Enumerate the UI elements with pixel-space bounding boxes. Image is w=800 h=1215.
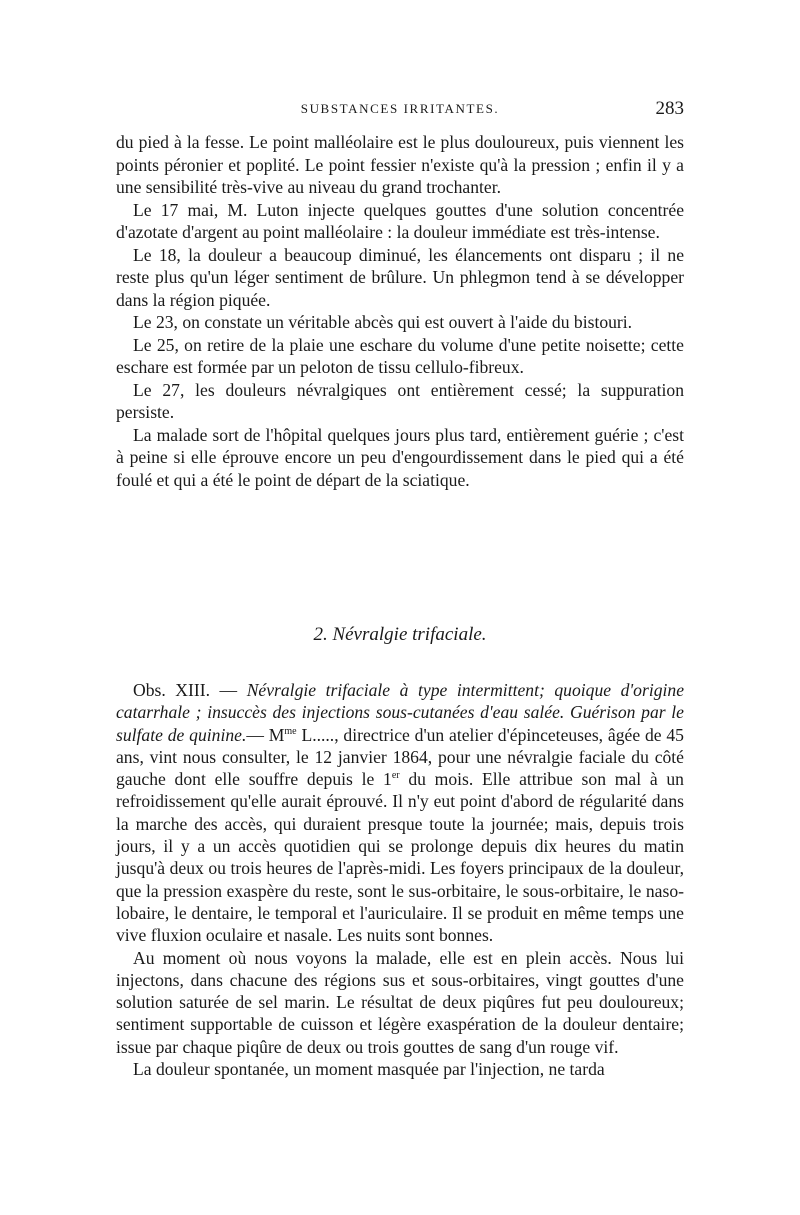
observation-text — [116, 679, 684, 1080]
observation-paragraph — [116, 679, 684, 947]
paragraph: La malade sort de l'hôpital quelques jours plus tard, entièrement guérie ; c'est à peine si elle éprouve encore un peu d'engourdissement dans le pied qui a été foulé et qui a été le point de départ de la sciatique. — [116, 424, 684, 490]
page-number: 283 — [655, 98, 684, 119]
body-text — [116, 131, 684, 491]
running-head-title: SUBSTANCES IRRITANTES. — [300, 101, 500, 116]
paragraph: Le 17 mai, M. Luton injecte quelques gouttes d'une solution concentrée d'azotate d'argent au point malléolaire : la douleur immédiate est très-intense. — [116, 199, 684, 242]
paragraph: Le 25, on retire de la plaie une eschare du volume d'une petite noisette; cette eschare est formée par un peloton de tissu cellulo-fibreux. — [116, 334, 684, 377]
paragraph: du pied à la fesse. Le point malléolaire est le plus douloureux, puis viennent les points péronier et poplité. Le point fessier n'existe qu'à la pression ; enfin il y a une sensibilité très-vive au niveau du grand trochanter. — [116, 132, 684, 197]
paragraph: Le 18, la douleur a beaucoup diminué, les élancements ont disparu ; il ne reste plus qu'un léger sentiment de brûlure. Un phlegmon tend à se développer dans la région piquée. — [116, 244, 684, 310]
section-title: 2. Névralgie trifaciale. — [313, 624, 487, 645]
mme-superscript: me — [284, 725, 297, 737]
running-head — [116, 98, 684, 122]
observation-label: Obs. XIII. — — [133, 680, 247, 700]
er-superscript: er — [391, 770, 400, 782]
observation-title: Névralgie trifaciale à type intermittent; quoique d'origine catarrhale ; insuccès des injections sous-cutanées d'eau salée. Guérison par le sulfate de quinine. — [116, 680, 684, 745]
observation-paragraph: La douleur spontanée, un moment masquée par l'injection, ne tarda — [133, 1059, 605, 1080]
observation-intro: L....., directrice d'un atelier d'épinceteuses, âgée de 45 ans, vint nous consulter, le 12 janvier 1864, pour une névralgie faciale du côté gauche dont elle souffre depuis le 1 — [116, 724, 684, 790]
observation-dash: — M — [246, 724, 285, 745]
observation-paragraph: Au moment où nous voyons la malade, elle est en plein accès. Nous lui injectons, dans chacune des régions sus et sous-orbitaires, vingt gouttes d'une solution saturée de sel marin. Le résultat de deux piqûres fut peu douloureux; sentiment supportable de cuisson et légère exaspération de la douleur dentaire; issue par chaque piqûre de deux ou trois gouttes de sang d'un rouge vif. — [116, 947, 684, 1057]
observation-intro-end: du mois. Elle attribue son mal à un refroidissement qu'elle aurait éprouvé. Il n'y eut point d'abord de régularité dans la marche des accès, qui duraient presque toute la journée; mais, depuis trois jours, il y a un accès quotidien qui se prolonge depuis dix heures du matin jusqu'à deux ou trois heures de l'après-midi. Les foyers principaux de la douleur, que la pression exaspère du reste, sont le sus-orbitaire, le sous-orbitaire, le naso-lobaire, le dentaire, le temporal et l'auriculaire. Il se produit en même temps une vive fluxion oculaire et nasale. Les nuits sont bonnes. — [116, 769, 684, 946]
paragraph: Le 23, on constate un véritable abcès qui est ouvert à l'aide du bistouri. — [133, 312, 633, 332]
paragraph: Le 27, les douleurs névralgiques ont entièrement cessé; la suppuration persiste. — [116, 379, 684, 422]
